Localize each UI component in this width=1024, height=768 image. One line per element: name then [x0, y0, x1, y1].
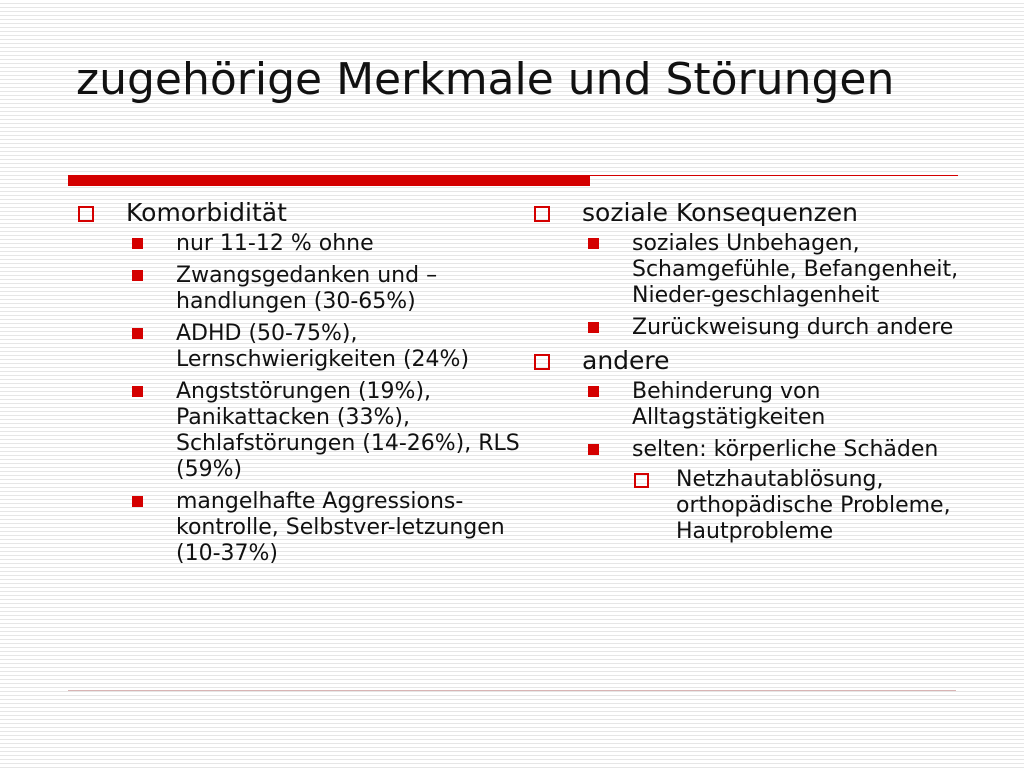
hollow-square-bullet-icon: [534, 206, 550, 222]
title-underline-thin: [590, 175, 958, 176]
sub-bullet-text: Zwangsgedanken und –handlungen (30-65%): [176, 263, 438, 314]
sub-bullet-text: mangelhafte Aggressions-kontrolle, Selbstver-letzungen (10-37%): [176, 489, 505, 566]
filled-square-bullet-icon: [132, 496, 143, 507]
sub-bullet-text: ADHD (50-75%), Lernschwierigkeiten (24%): [176, 321, 470, 372]
sub-sub-bullet-item: [632, 467, 962, 545]
bullet-text: Komorbidität: [126, 198, 287, 227]
sub-bullet-list: [584, 379, 962, 545]
sub-bullet-list: [128, 231, 536, 567]
bullet-text: soziale Konsequenzen: [582, 198, 858, 227]
filled-square-bullet-icon: [588, 444, 599, 455]
hollow-square-bullet-icon: [634, 473, 649, 488]
sub-bullet-item: [128, 263, 536, 315]
sub-bullet-item: [584, 315, 962, 341]
filled-square-bullet-icon: [132, 386, 143, 397]
left-column: [76, 199, 536, 573]
sub-sub-bullet-text: Netzhautablösung, orthopädische Probleme, Hautprobleme: [676, 467, 951, 544]
sub-bullet-text: Zurückweisung durch andere: [632, 315, 954, 340]
sub-bullet-item: [128, 379, 536, 483]
right-column: [532, 199, 962, 551]
sub-bullet-item: [584, 379, 962, 431]
hollow-square-bullet-icon: [534, 354, 550, 370]
sub-bullet-text: Behinderung von Alltagstätigkeiten: [632, 379, 826, 430]
filled-square-bullet-icon: [588, 322, 599, 333]
sub-bullet-text: nur 11-12 % ohne: [176, 231, 374, 256]
filled-square-bullet-icon: [132, 328, 143, 339]
filled-square-bullet-icon: [132, 270, 143, 281]
slide-title: zugehörige Merkmale und Störungen: [76, 54, 895, 105]
filled-square-bullet-icon: [132, 238, 143, 249]
sub-bullet-item: [128, 321, 536, 373]
sub-bullet-text: selten: körperliche Schäden: [632, 437, 939, 462]
right-bullet-list: [532, 199, 962, 545]
filled-square-bullet-icon: [588, 238, 599, 249]
footer-divider: [68, 690, 956, 691]
sub-bullet-item: [128, 489, 536, 567]
bullet-komorbiditaet: [76, 199, 536, 567]
hollow-square-bullet-icon: [78, 206, 94, 222]
title-underline-red: [68, 175, 590, 186]
sub-sub-bullet-list: [632, 467, 962, 545]
sub-bullet-text: soziales Unbehagen, Schamgefühle, Befangenheit, Nieder-geschlagenheit: [632, 231, 959, 308]
sub-bullet-item: [584, 231, 962, 309]
left-bullet-list: [76, 199, 536, 567]
bullet-soziale-konsequenzen: [532, 199, 962, 341]
bullet-andere: [532, 347, 962, 545]
sub-bullet-text: Angststörungen (19%), Panikattacken (33%), Schlafstörungen (14-26%), RLS (59%): [176, 379, 520, 482]
bullet-text: andere: [582, 346, 670, 375]
sub-bullet-item: [584, 437, 962, 545]
filled-square-bullet-icon: [588, 386, 599, 397]
sub-bullet-item: [128, 231, 536, 257]
sub-bullet-list: [584, 231, 962, 341]
